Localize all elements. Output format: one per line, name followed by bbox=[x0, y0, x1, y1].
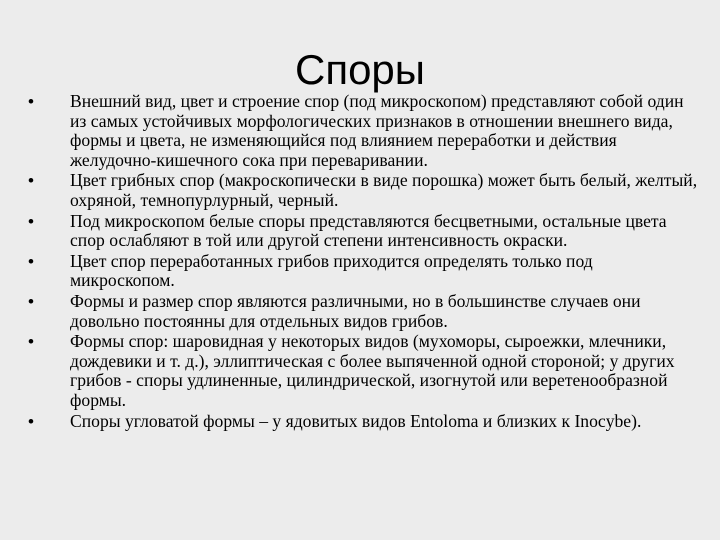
bullet-item bbox=[28, 171, 700, 210]
bullet-icon: • bbox=[28, 332, 34, 352]
bullet-text: Формы спор: шаровидная у некоторых видов (мухоморы, сыроежки, млечники, дождевики и т. д.), эллиптическая с более выпяченной одной стороной; у других грибов - споры удлиненные, цилиндрической, изогнутой или веретенообразной формы. bbox=[70, 331, 675, 410]
bullet-text: Цвет спор переработанных грибов приходится определять только под микроскопом. bbox=[70, 250, 593, 291]
bullet-text: Под микроскопом белые споры представляются бесцветными, остальные цвета спор ослабляют в той или другой степени интенсивность окраски. bbox=[70, 210, 667, 251]
bullet-icon: • bbox=[28, 411, 34, 431]
slide-title: Споры bbox=[295, 46, 425, 93]
bullet-text: Споры угловатой формы – у ядовитых видов Entoloma и близких к Inocybe). bbox=[70, 410, 642, 431]
bullet-item bbox=[28, 92, 700, 170]
bullet-item bbox=[28, 212, 700, 251]
bullet-list bbox=[28, 92, 700, 432]
bullet-text: Цвет грибных спор (макроскопически в виде порошка) может быть белый, желтый, охряной, темнопурлурный, черный. bbox=[70, 170, 698, 210]
bullet-icon: • bbox=[28, 92, 34, 111]
bullet-item bbox=[28, 292, 700, 331]
bullet-icon: • bbox=[28, 211, 34, 231]
bullet-text: Внешний вид, цвет и строение спор (под микроскопом) представляют собой один из самых устойчивых морфологических признаков в отношении внешнего вида, формы и цвета, не изменяющийся под влиянием переработки и действия желудочно-кишечного сока при переваривании. bbox=[70, 91, 684, 170]
bullet-item bbox=[28, 252, 700, 291]
bullet-item bbox=[28, 332, 700, 410]
bullet-icon: • bbox=[28, 251, 34, 271]
bullet-icon: • bbox=[28, 171, 34, 191]
bullet-item bbox=[28, 412, 700, 432]
bullet-text: Формы и размер спор являются различными, но в большинстве случаев они довольно постоянны для отдельных видов грибов. bbox=[70, 290, 641, 331]
bullet-icon: • bbox=[28, 291, 34, 311]
